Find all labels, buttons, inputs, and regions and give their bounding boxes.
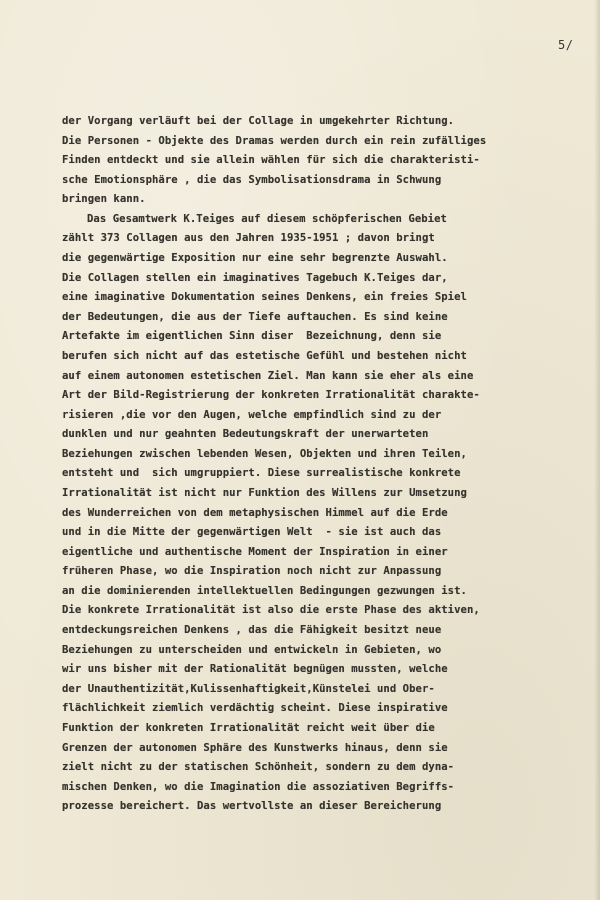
text-line: prozesse bereichert. Das wertvollste an dieser Bereicherung (62, 800, 442, 813)
page-edge-shadow (594, 0, 600, 900)
text-line: Beziehungen zu unterscheiden und entwickeln in Gebieten, wo (62, 643, 442, 656)
text-line: Die Collagen stellen ein imaginatives Tagebuch K.Teiges dar, (62, 271, 448, 284)
page-number: 5/ (558, 38, 574, 52)
body-text (62, 112, 582, 817)
text-line: entdeckungsreichen Denkens , das die Fähigkeit besitzt neue (62, 624, 442, 637)
text-line: wir uns bisher mit der Rationalität begnügen mussten, welche (62, 663, 448, 676)
text-line: sche Emotionsphäre , die das Symbolisationsdrama in Schwung (62, 173, 442, 186)
text-line: zielt nicht zu der statischen Schönheit, sondern zu dem dyna- (62, 761, 455, 774)
text-line: Das Gesamtwerk K.Teiges auf diesem schöpferischen Gebiet (87, 212, 447, 225)
text-line: der Unauthentizität,Kulissenhaftigkeit,Künstelei und Ober- (62, 682, 435, 695)
text-line: und in die Mitte der gegenwärtigen Welt - sie ist auch das (62, 526, 442, 539)
text-line: dunklen und nur geahnten Bedeutungskraft der unerwarteten (62, 428, 429, 441)
text-line: der Bedeutungen, die aus der Tiefe auftauchen. Es sind keine (62, 310, 448, 323)
text-line: risieren ,die vor den Augen, welche empfindlich sind zu der (62, 408, 442, 421)
text-line: Art der Bild-Registrierung der konkreten Irrationalität charakte- (62, 389, 480, 402)
text-line: Beziehungen zwischen lebenden Wesen, Objekten und ihren Teilen, (62, 447, 467, 460)
text-line: Irrationalität ist nicht nur Funktion des Willens zur Umsetzung (62, 486, 467, 499)
text-line: zählt 373 Collagen aus den Jahren 1935-1951 ; davon bringt (62, 232, 435, 245)
text-line: mischen Denken, wo die Imagination die assoziativen Begriffs- (62, 780, 455, 793)
text-line: an die dominierenden intellektuellen Bedingungen gezwungen ist. (62, 584, 467, 597)
text-line: Artefakte im eigentlichen Sinn diser Bezeichnung, denn sie (62, 330, 442, 343)
text-line: eigentliche und authentische Moment der Inspiration in einer (62, 545, 448, 558)
text-line: die gegenwärtige Exposition nur eine sehr begrenzte Auswahl. (62, 252, 448, 265)
text-line: entsteht und sich umgruppiert. Diese surrealistische konkrete (62, 467, 461, 480)
text-line: der Vorgang verläuft bei der Collage in umgekehrter Richtung. (62, 115, 455, 127)
text-line: Die konkrete Irrationalität ist also die erste Phase des aktiven, (62, 604, 480, 617)
text-line: früheren Phase, wo die Inspiration noch nicht zur Anpassung (62, 565, 442, 578)
text-line: Die Personen - Objekte des Dramas werden durch ein rein zufälliges (62, 134, 487, 147)
text-line: eine imaginative Dokumentation seines Denkens, ein freies Spiel (62, 291, 467, 304)
text-line: Funktion der konkreten Irrationalität reicht weit über die (62, 721, 435, 734)
text-line: Grenzen der autonomen Sphäre des Kunstwerks hinaus, denn sie (62, 741, 448, 754)
text-line: berufen sich nicht auf das estetische Gefühl und bestehen nicht (62, 349, 467, 362)
text-line: des Wunderreichen von dem metaphysischen Himmel auf die Erde (62, 506, 448, 519)
text-line: bringen kann. (62, 193, 146, 206)
text-line: flächlichkeit ziemlich verdächtig scheint. Diese inspirative (62, 702, 448, 715)
text-line: auf einem autonomen estetischen Ziel. Man kann sie eher als eine (62, 369, 474, 382)
text-line: Finden entdeckt und sie allein wählen für sich die charakteristi- (62, 154, 480, 167)
